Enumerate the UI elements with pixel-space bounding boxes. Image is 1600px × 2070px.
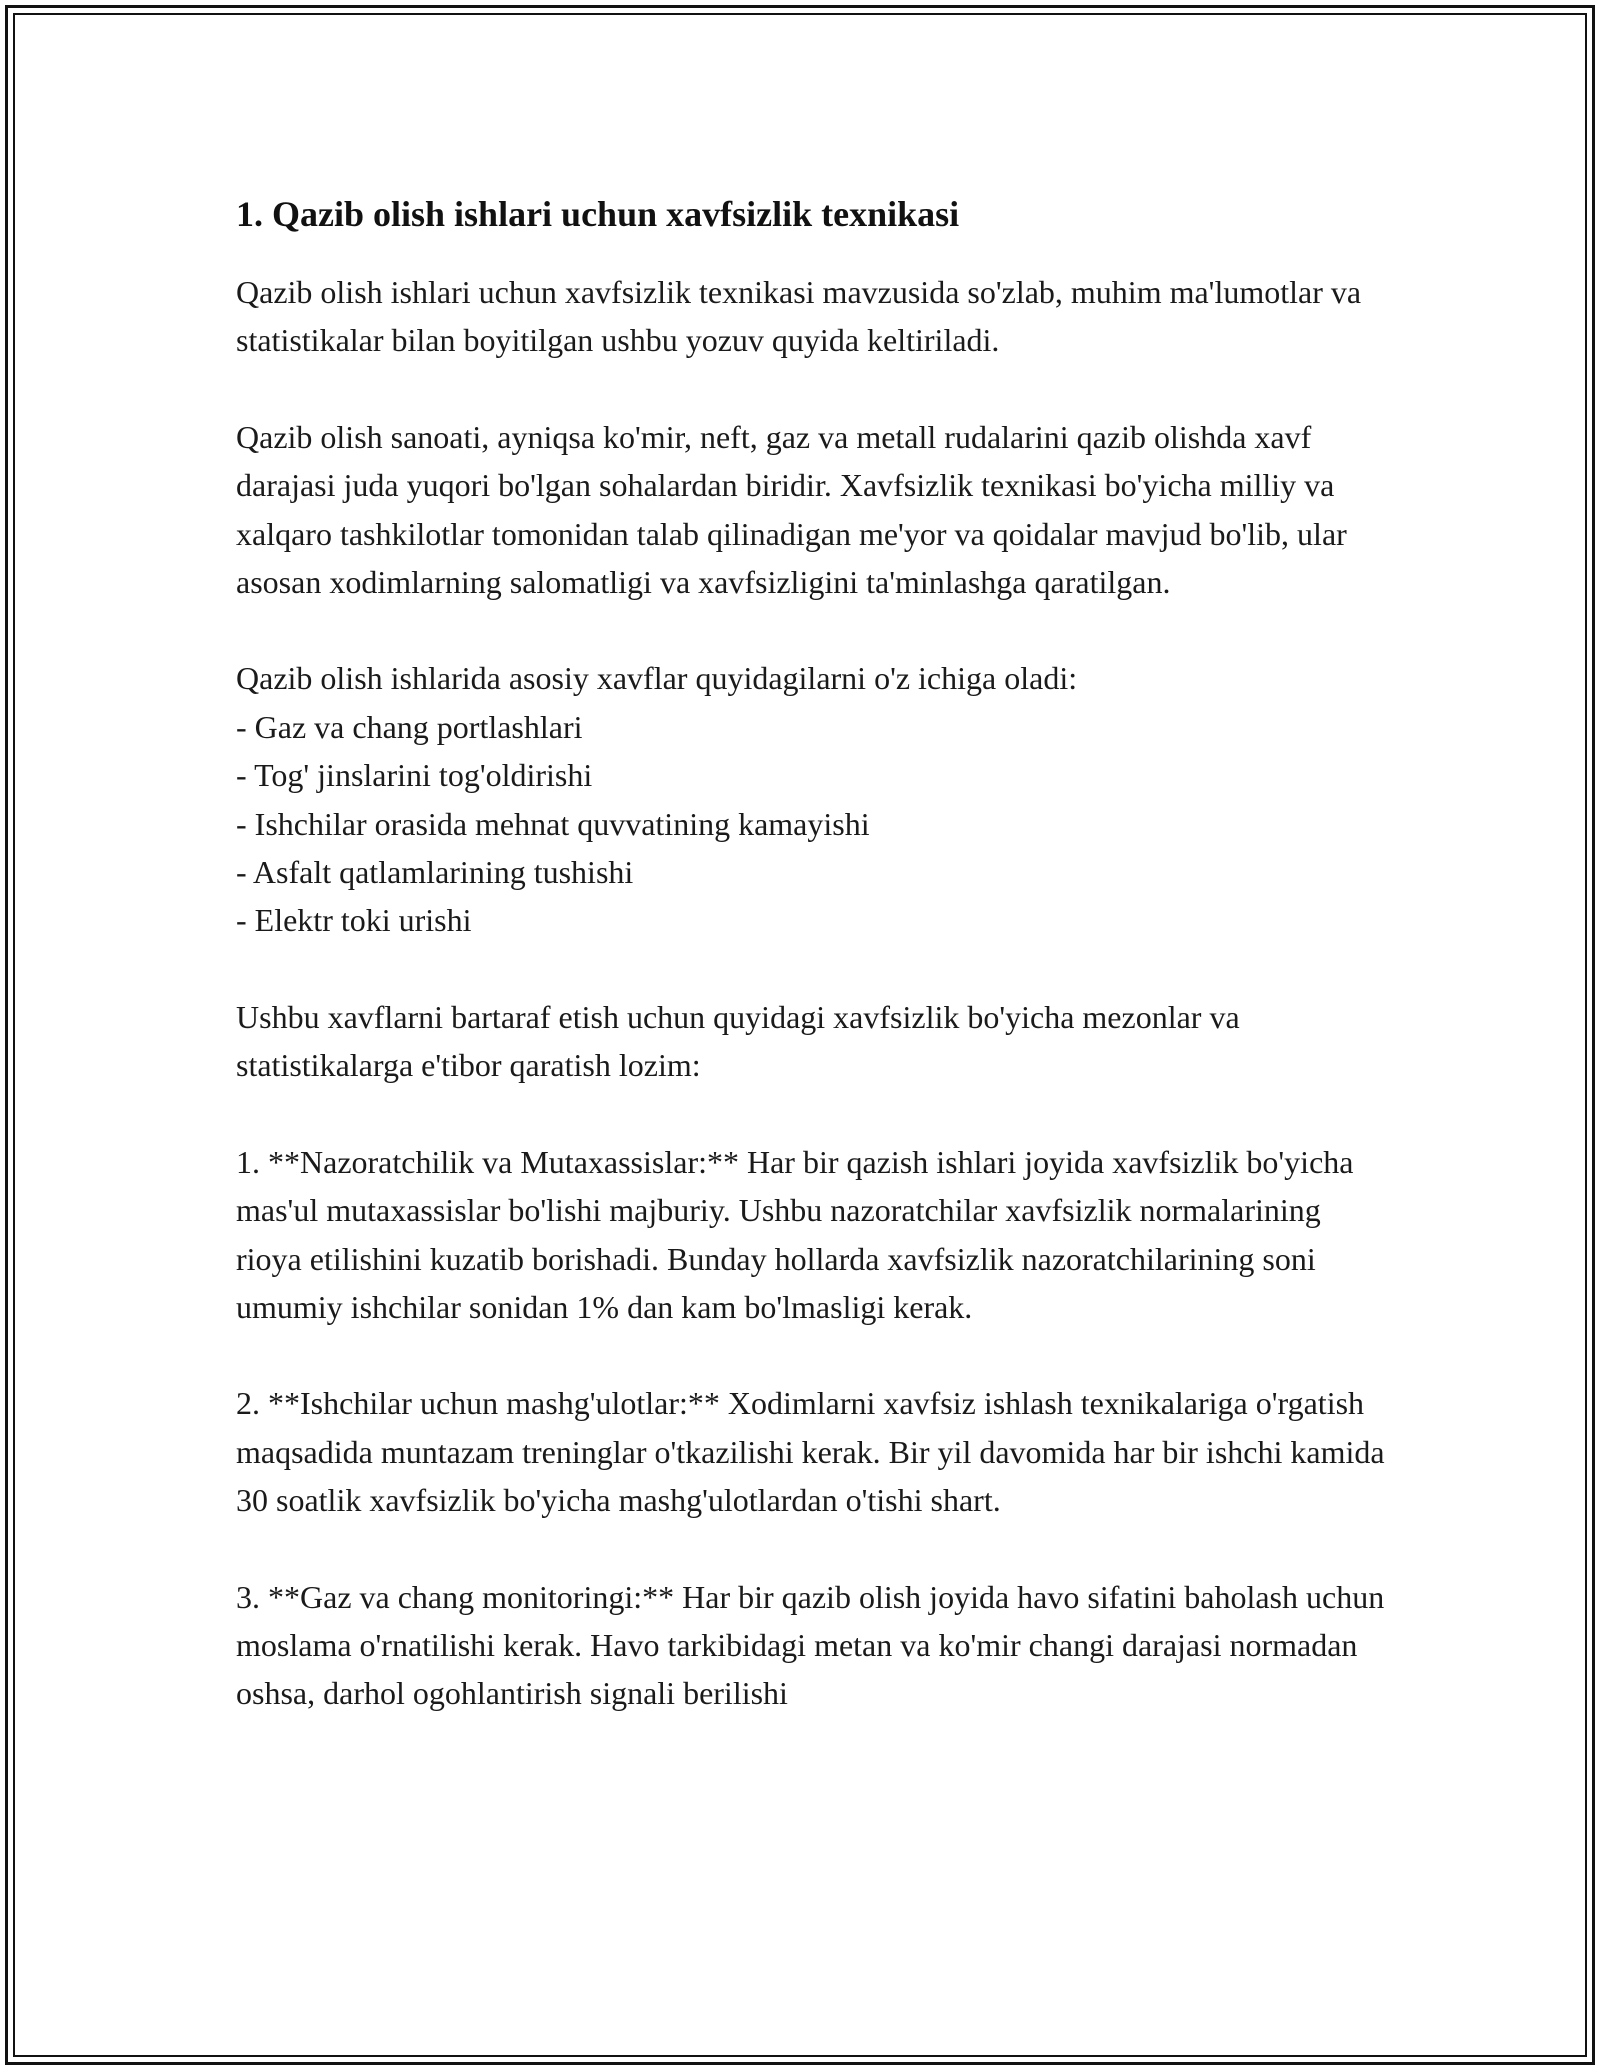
intro-paragraph: Qazib olish ishlari uchun xavfsizlik texnikasi mavzusida so'zlab, muhim ma'lumotlar va statistikalar bilan boyitilgan ushbu yozuv quyida keltiriladi. xyxy=(236,274,1362,359)
hazards-section xyxy=(236,654,1386,944)
measures-intro-paragraph: Ushbu xavflarni bartaraf etish uchun quyidagi xavfsizlik bo'yicha mezonlar va statistikalarga e'tibor qaratish lozim: xyxy=(236,998,1240,1084)
document-title: 1. Qazib olish ishlari uchun xavfsizlik texnikasi xyxy=(236,194,960,234)
list-item: - Elektr toki urishi xyxy=(236,902,472,939)
hazards-intro: Qazib olish ishlarida asosiy xavflar quyidagilarni o'z ichiga oladi: xyxy=(236,660,1078,697)
measure-item-2: 2. **Ishchilar uchun mashg'ulotlar:** Xodimlarni xavfsiz ishlash texnikalariga o'rgatish maqsadida muntazam treninglar o'tkazilishi kerak. Bir yil davomida har bir ishchi kamida 30 soatlik xavfsizlik bo'yicha mashg'ulotlardan o'tishi shart. xyxy=(236,1385,1385,1519)
measure-item-3: 3. **Gaz va chang monitoringi:** Har bir qazib olish joyida havo sifatini baholash uchun moslama o'rnatilishi kerak. Havo tarkibidagi metan va ko'mir changi darajasi normadan oshsa, darhol ogohlantirish signali berilishi xyxy=(236,1578,1385,1712)
measure-item-1: 1. **Nazoratchilik va Mutaxassislar:** Har bir qazish ishlari joyida xavfsizlik bo'yicha mas'ul mutaxassislar bo'lishi majburiy. Ushbu nazoratchilar xavfsizlik normalarining rioya etilishini kuzatib borishadi. Bunday hollarda xavfsizlik nazoratchilarining soni umumiy ishchilar sonidan 1% dan kam bo'lmasligi kerak. xyxy=(236,1143,1354,1325)
industry-paragraph: Qazib olish sanoati, ayniqsa ko'mir, neft, gaz va metall rudalarini qazib olishda xavf darajasi juda yuqori bo'lgan sohalardan biridir. Xavfsizlik texnikasi bo'yicha milliy va xalqaro tashkilotlar tomonidan talab qilinadigan me'yor va qoidalar mavjud bo'lib, ular asosan xodimlarning salomatligi va xavfsizligini ta'minlashga qaratilgan. xyxy=(236,418,1347,601)
document-body xyxy=(236,190,1386,1766)
list-item: - Asfalt qatlamlarining tushishi xyxy=(236,854,634,891)
list-item: - Ishchilar orasida mehnat quvvatining kamayishi xyxy=(236,805,870,842)
list-item: - Gaz va chang portlashlari xyxy=(236,708,583,745)
list-item: - Tog' jinslarini tog'oldirishi xyxy=(236,757,593,794)
